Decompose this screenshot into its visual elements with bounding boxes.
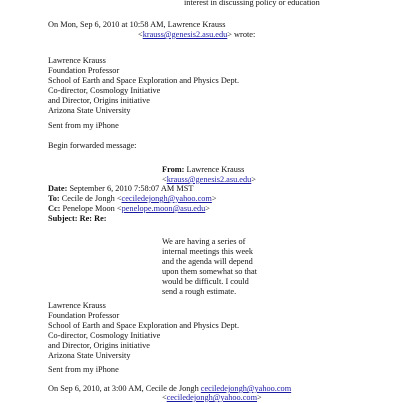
reply-header — [48, 20, 225, 30]
date-label: Date: — [48, 184, 68, 193]
forwarded-meta — [48, 184, 217, 224]
signature-line: Lawrence Krauss — [48, 56, 106, 65]
signature-line: Arizona State University — [48, 106, 131, 115]
to-label: To: — [48, 194, 60, 203]
signature-line: Co-director, Cosmology Initiative — [48, 331, 161, 340]
signature-block-1 — [48, 56, 239, 116]
body-line: upon them somewhat so that — [162, 267, 257, 276]
last-header-email-line — [162, 393, 262, 403]
begin-forwarded-text: Begin forwarded message: — [48, 141, 137, 150]
body-line: would be difficult. I could — [162, 277, 249, 286]
body-line: and the agenda will depend — [162, 257, 253, 266]
sent-from-1 — [48, 121, 119, 131]
reply-header-email-link[interactable]: krauss@genesis2.asu.edu — [142, 30, 228, 39]
signature-line: and Director, Origins initiative — [48, 341, 150, 350]
last-header-email-link-2[interactable]: ceciledejongh@yahoo.com — [166, 393, 258, 402]
last-header-prefix: On Sep 6, 2010, at 3:00 AM, Cecile de Jongh — [48, 384, 201, 393]
cc-line: Cc: Penelope Moon <penelope.moon@asu.edu> — [48, 204, 210, 213]
from-label: From: — [162, 165, 185, 174]
date-value: September 6, 2010 7:58:07 AM MST — [69, 184, 194, 193]
begin-forwarded — [48, 141, 136, 151]
signature-line: Arizona State University — [48, 351, 131, 360]
to-name: Cecile de Jongh — [61, 194, 115, 203]
to-line: To: Cecile de Jongh <ceciledejongh@yahoo.com> — [48, 194, 217, 203]
subject-label: Subject: Re: Re: — [48, 214, 107, 223]
signature-line: School of Earth and Space Exploration and Physics Dept. — [48, 76, 240, 85]
signature-line: Co-director, Cosmology Initiative — [48, 86, 161, 95]
body-line: We are having a series of — [162, 237, 246, 246]
forwarded-from-email-line: <krauss@genesis2.asu.edu> — [162, 175, 256, 184]
last-header-email-link[interactable]: ceciledejongh@yahoo.com — [200, 384, 292, 393]
reply-header-suffix: wrote: — [231, 30, 256, 39]
from-name: Lawrence Krauss — [186, 165, 245, 174]
top-line-text: interest in discussing policy or education — [184, 0, 320, 7]
cc-email-link[interactable]: penelope.moon@asu.edu — [121, 204, 206, 213]
email-close-bracket: > — [227, 30, 232, 39]
body-line: send a rough estimate. — [162, 287, 237, 296]
signature-line: Foundation Professor — [48, 66, 120, 75]
from-email-link[interactable]: krauss@genesis2.asu.edu — [166, 175, 252, 184]
top-line — [184, 0, 320, 8]
sent-from-text: Sent from my iPhone — [48, 365, 119, 374]
signature-block-2 — [48, 301, 239, 361]
cc-name: Penelope Moon — [62, 204, 115, 213]
last-email-close-bracket: > — [257, 393, 262, 402]
subject-line — [48, 214, 217, 224]
last-email-open-bracket: < — [162, 393, 167, 402]
forwarded-from — [162, 165, 244, 175]
signature-line: and Director, Origins initiative — [48, 96, 150, 105]
reply-header-email-line — [138, 30, 255, 40]
email-open-bracket: < — [138, 30, 143, 39]
sent-from-text: Sent from my iPhone — [48, 121, 119, 130]
reply-header-text: On Mon, Sep 6, 2010 at 10:58 AM, Lawrence Krauss — [48, 20, 226, 29]
to-email-link[interactable]: ceciledejongh@yahoo.com — [121, 194, 212, 203]
signature-line: Lawrence Krauss — [48, 301, 106, 310]
body-line: internal meetings this week — [162, 247, 254, 256]
signature-line: Foundation Professor — [48, 311, 120, 320]
cc-label: Cc: — [48, 204, 61, 213]
sent-from-2 — [48, 365, 119, 375]
message-body — [162, 237, 257, 297]
date-line — [48, 184, 217, 194]
signature-line: School of Earth and Space Exploration and Physics Dept. — [48, 321, 240, 330]
